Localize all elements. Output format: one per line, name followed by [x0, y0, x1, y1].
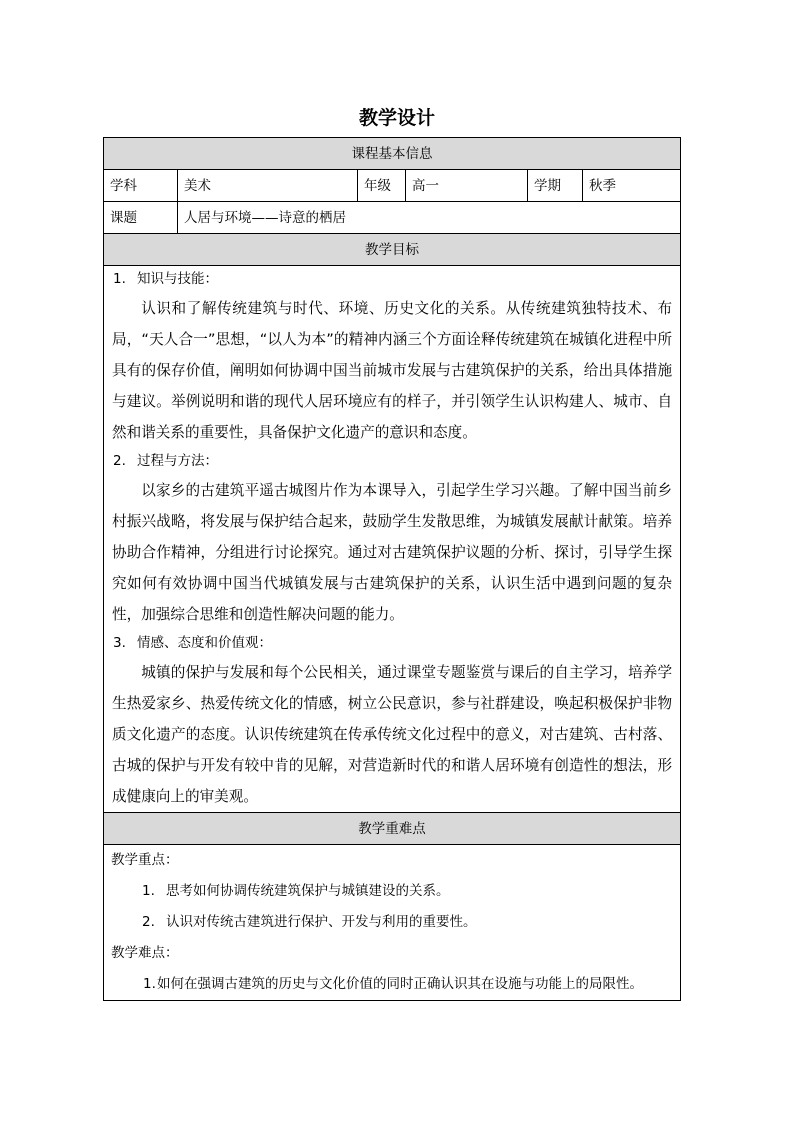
- topic-row: [104, 202, 681, 234]
- section-title-text: 过程与方法：: [137, 453, 218, 469]
- lesson-plan-table: [103, 137, 681, 1001]
- subject-label: 学科: [104, 170, 178, 202]
- document-title: 教学设计: [358, 107, 435, 129]
- objective-section-text: 认识和了解传统建筑与时代、环境、历史文化的关系。从传统建筑独特技术、布局，“天人合一”思想，“以人为本”的精神内涵三个方面诠释传统建筑在城镇化进程中所具有的保存价值，阐明如何协调中国当前城市发展与古建筑保护的关系，给出具体措施与建议。举例说明和谐的现代人居环境应有的样子，并引领学生认识构建人、城市、自然和谐关系的重要性，具备保护文化遗产的意识和态度。: [112, 300, 673, 441]
- focus-item: [110, 907, 674, 938]
- item-text: 认识对传统古建筑进行保护、开发与利用的重要性。: [166, 914, 477, 930]
- topic-label: 课题: [104, 202, 178, 234]
- item-number: 1.: [143, 976, 156, 992]
- objective-section-title: [110, 630, 674, 657]
- subject-value: 美术: [178, 170, 358, 202]
- section-title-text: 情感、态度和价值观：: [137, 635, 272, 651]
- focus-item: [110, 876, 674, 907]
- item-number: 1.: [142, 883, 155, 899]
- section-title-text: 知识与技能：: [137, 271, 218, 287]
- section-number: 3.: [113, 635, 126, 651]
- difficulty-item: [110, 969, 674, 1000]
- focus-label: 教学重点：: [111, 852, 179, 868]
- key-points-header: 教学重难点: [104, 813, 681, 845]
- section-number: 2.: [113, 453, 126, 469]
- basic-info-header: 课程基本信息: [104, 138, 681, 170]
- term-label: 学期: [528, 170, 583, 202]
- objective-section-text: 以家乡的古建筑平遥古城图片作为本课导入，引起学生学习兴趣。了解中国当前乡村振兴战略，将发展与保护结合起来，鼓励学生发散思维，为城镇发展献计献策。培养协助合作精神，分组进行讨论探究。通过对古建筑保护议题的分析、探讨，引导学生探究如何有效协调中国当代城镇发展与古建筑保护的关系，认识生活中遇到问题的复杂性，加强综合思维和创造性解决问题的能力。: [112, 482, 673, 623]
- key-points-body: [104, 845, 681, 1001]
- objectives-header: 教学目标: [104, 234, 681, 266]
- section-number: 1.: [113, 271, 126, 287]
- objectives-body: [104, 266, 681, 813]
- objective-section-title: [110, 448, 674, 475]
- grade-value: 高一: [406, 170, 528, 202]
- item-text: 如何在强调古建筑的历史与文化价值的同时正确认识其在设施与功能上的局限性。: [157, 976, 643, 992]
- grade-label: 年级: [358, 170, 406, 202]
- item-text: 思考如何协调传统建筑保护与城镇建设的关系。: [166, 883, 450, 899]
- objective-section-title: [110, 266, 674, 293]
- difficulty-label: 教学难点：: [111, 945, 179, 961]
- info-row: [104, 170, 681, 202]
- topic-value: 人居与环境——诗意的栖居: [178, 202, 681, 234]
- term-value: 秋季: [583, 170, 681, 202]
- item-number: 2.: [142, 914, 155, 930]
- objective-section-text: 城镇的保护与发展和每个公民相关，通过课堂专题鉴赏与课后的自主学习，培养学生热爱家乡、热爱传统文化的情感，树立公民意识，参与社群建设，唤起积极保护非物质文化遗产的态度。认识传统建筑在传承传统文化过程中的意义，对古建筑、古村落、古城的保护与开发有较中肯的见解，对营造新时代的和谐人居环境有创造性的想法，形成健康向上的审美观。: [112, 664, 673, 805]
